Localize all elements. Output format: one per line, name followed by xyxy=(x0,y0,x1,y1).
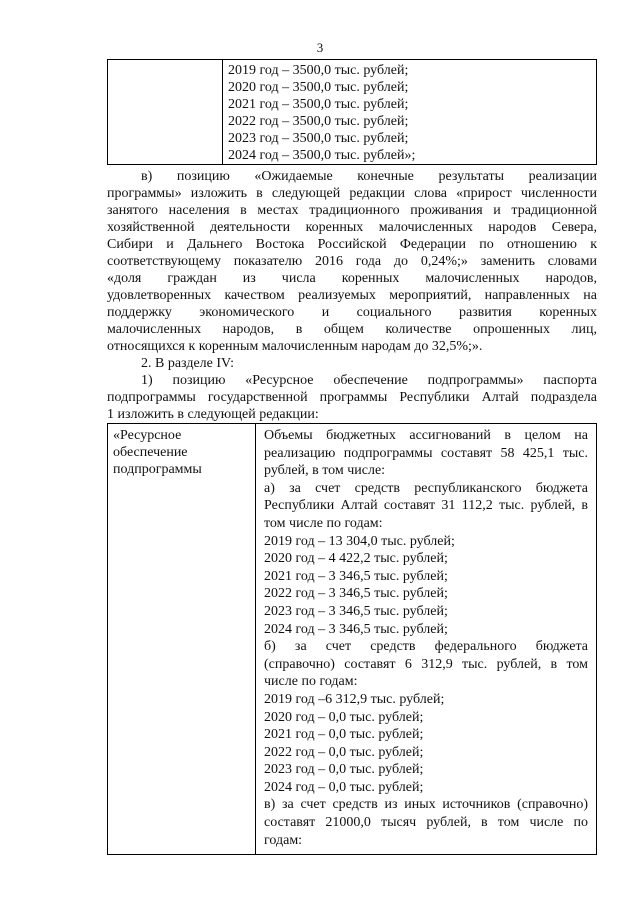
content-line: 2023 год – 0,0 тыс. рублей; xyxy=(264,762,424,778)
paragraph-v-line: удовлетворенных качеством реализуемых мероприятий, направленных на xyxy=(107,288,597,303)
content-line: в) за счет средств из иных источников (справочно) xyxy=(264,797,588,813)
year-line: 2020 год – 3500,0 тыс. рублей; xyxy=(228,79,409,95)
content-line: составят 21000,0 тысяч рублей, в том числе по xyxy=(264,815,588,831)
content-line: 2024 год – 3 346,5 тыс. рублей; xyxy=(264,621,448,637)
content-line: годам: xyxy=(264,832,303,848)
paragraph-v-line: относящихся к коренным малочисленным народам до 32,5%;». xyxy=(107,339,483,354)
content-line: 2021 год – 3 346,5 тыс. рублей; xyxy=(264,568,448,584)
paragraph-v-line: занятого населения в местах традиционного проживания и традиционной xyxy=(107,203,597,218)
label-line: «Ресурсное xyxy=(113,428,182,443)
content-line: 2020 год – 0,0 тыс. рублей; xyxy=(264,709,424,725)
top-table-years-cell xyxy=(223,60,597,165)
paragraph-v-line: малочисленных народов, в общем количестве опрошенных лиц, xyxy=(107,322,597,337)
content-line: (справочно) составят 6 312,9 тыс. рублей, в том xyxy=(264,656,588,672)
year-line: 2022 год – 3500,0 тыс. рублей; xyxy=(228,113,409,129)
content-line: б) за счет средств федерального бюджета xyxy=(264,639,588,655)
year-line: 2024 год – 3500,0 тыс. рублей»; xyxy=(228,147,416,163)
label-line: подпрограммы xyxy=(113,462,202,477)
paragraph-v-line: поддержку экономического и социального развития коренных xyxy=(107,305,597,320)
year-line: 2021 год – 3500,0 тыс. рублей; xyxy=(228,96,409,112)
resource-label-cell xyxy=(108,424,256,855)
content-line: 2023 год – 3 346,5 тыс. рублей; xyxy=(264,603,448,619)
content-line: том числе по годам: xyxy=(264,515,383,531)
content-line: реализацию подпрограммы составят 58 425,1 тыс. xyxy=(264,445,588,461)
section-heading: 2. В разделе IV: xyxy=(141,356,234,371)
paragraph-1-line: 1) позицию «Ресурсное обеспечение подпрограммы» паспорта xyxy=(141,373,597,388)
page-number: 3 xyxy=(316,40,324,55)
paragraph-v-line: соответствующему показателю 2016 года до 0,24%;» заменить словами xyxy=(107,254,597,269)
paragraph-v-line: в) позицию «Ожидаемые конечные результаты реализации xyxy=(141,169,597,184)
content-line: 2020 год – 4 422,2 тыс. рублей; xyxy=(264,551,448,567)
label-line: обеспечение xyxy=(113,445,188,460)
resource-content-cell xyxy=(256,424,597,855)
paragraph-v-line: хозяйственной деятельности коренных малочисленных народов Севера, xyxy=(107,220,597,235)
paragraph-1-line: подпрограммы государственной программы Республики Алтай подраздела xyxy=(107,390,597,405)
paragraph-1-line: 1 изложить в следующей редакции: xyxy=(107,407,319,422)
resource-table xyxy=(107,423,597,855)
content-line: Объемы бюджетных ассигнований в целом на xyxy=(264,428,588,443)
content-line: 2021 год – 0,0 тыс. рублей; xyxy=(264,727,424,743)
content-line: Республики Алтай составят 31 112,2 тыс. рублей, в xyxy=(264,498,588,514)
year-line: 2019 год – 3500,0 тыс. рублей; xyxy=(228,63,409,78)
content-line: 2019 год – 13 304,0 тыс. рублей; xyxy=(264,533,455,549)
body-text xyxy=(107,168,597,423)
content-line: а) за счет средств республиканского бюджета xyxy=(264,480,588,496)
top-table-blank-cell xyxy=(108,60,223,165)
paragraph-v-line: Сибири и Дальнего Востока Российской Федерации по отношению к xyxy=(107,237,597,252)
content-line: 2022 год – 3 346,5 тыс. рублей; xyxy=(264,586,448,602)
content-line: числе по годам: xyxy=(264,674,358,690)
top-table-fragment xyxy=(107,59,597,165)
paragraph-v-line: программы» изложить в следующей редакции слова «прирост численности xyxy=(107,186,597,201)
content-line: 2019 год –6 312,9 тыс. рублей; xyxy=(264,691,445,707)
content-line: 2022 год – 0,0 тыс. рублей; xyxy=(264,744,424,760)
content-line: 2024 год – 0,0 тыс. рублей; xyxy=(264,779,424,795)
paragraph-v-line: «доля граждан из числа коренных малочисленных народов, xyxy=(107,271,597,286)
content-line: рублей, в том числе: xyxy=(264,463,386,479)
year-line: 2023 год – 3500,0 тыс. рублей; xyxy=(228,130,409,146)
